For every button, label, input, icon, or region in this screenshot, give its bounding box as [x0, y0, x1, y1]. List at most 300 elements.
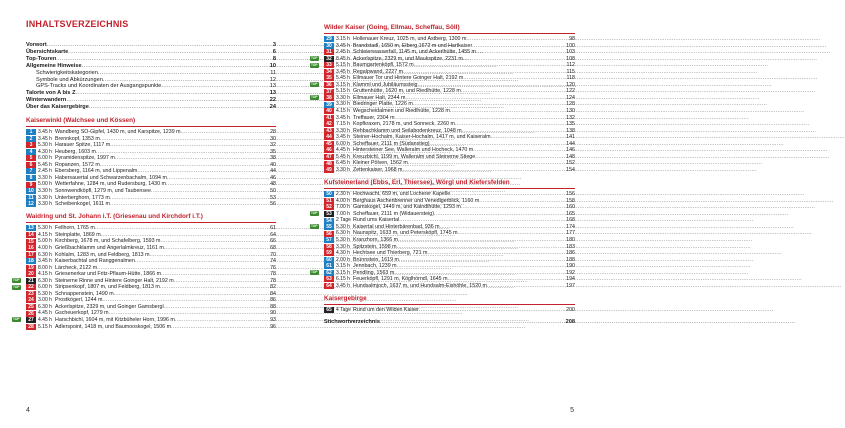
tour-page: 115 [566, 68, 575, 75]
tour-number-badge: 9 [26, 182, 36, 188]
tour-number-badge: 2 [26, 136, 36, 142]
leader-dots [100, 136, 269, 142]
tour-page: 68 [270, 244, 276, 251]
toc-entry-title: Talorte von A bis Z [26, 90, 76, 97]
leader-dots [413, 101, 565, 107]
tour-entry[interactable] [26, 271, 276, 277]
tour-entry[interactable] [324, 69, 575, 75]
top-tour-badge: TOP [13, 317, 20, 322]
tour-duration: 6.30 h [38, 277, 52, 284]
tour-entry[interactable] [324, 237, 575, 243]
leader-dots [160, 238, 269, 244]
toc-entry[interactable] [26, 70, 276, 77]
leader-dots [66, 97, 268, 104]
toc-entry-title: GPS-Tracks und Koordinaten der Ausgangspunkte [36, 83, 162, 90]
tour-entry[interactable] [324, 75, 575, 81]
tour-name: Schleierwasserfall, 1145 m, und Ackerlhütte, 1455 m [353, 49, 476, 56]
tour-name: Lärcheck, 2122 m [55, 264, 98, 271]
region-heading [324, 24, 575, 34]
leader-dots [490, 134, 565, 140]
tour-name: Feuerköpfl, 1291 m, Köglhörndl, 1645 m [353, 276, 448, 283]
tour-entry[interactable] [13, 316, 276, 324]
tour-name: Stripsenkopf, 1807 m, und Feldberg, 1813 m [55, 284, 160, 291]
leader-dots [95, 225, 269, 231]
tour-entry[interactable] [324, 283, 575, 289]
top-tour-badge: TOP [311, 56, 318, 61]
tour-duration: 2.30 h [336, 191, 350, 198]
leader-dots [427, 250, 565, 256]
tour-entry[interactable] [311, 81, 575, 88]
index-entry[interactable] [324, 319, 575, 326]
tour-duration: 6.00 h [38, 284, 52, 291]
tour-entry[interactable] [324, 154, 575, 160]
tour-page: 38 [270, 155, 276, 162]
tour-number-badge: 23 [26, 291, 36, 297]
tour-entry[interactable] [324, 128, 575, 134]
tour-entry[interactable] [311, 269, 575, 276]
tour-duration: 3.00 h [38, 297, 52, 304]
tour-entry[interactable] [13, 284, 276, 291]
tour-entry[interactable] [324, 134, 575, 140]
top-tour-badge: TOP [311, 224, 318, 229]
tour-page: 128 [566, 101, 575, 108]
tour-duration: 2.45 h [336, 49, 350, 56]
tour-page: 40 [270, 161, 276, 168]
tour-number-badge: 40 [324, 108, 334, 114]
tour-entry[interactable] [26, 258, 276, 264]
region-heading [324, 179, 575, 189]
tour-page: 93 [270, 316, 276, 323]
tour-entry[interactable] [324, 160, 575, 166]
tour-number-badge: 46 [324, 147, 334, 153]
tour-duration: 5.30 h [336, 223, 350, 230]
tour-entry[interactable] [26, 195, 276, 201]
tour-duration: 5.15 h [38, 323, 52, 330]
tour-name: Kreuzbichl, 1199 m, Walleralm und Steinerne Stiege [353, 153, 476, 160]
tour-page: 96 [270, 323, 276, 330]
region-heading-text: Waidring und St. Johann i.T. (Griesenau und Kirchdorf i.T.) [26, 213, 276, 223]
tour-number-badge: 59 [324, 250, 334, 256]
leader-dots [394, 270, 565, 276]
index-label: Stichwortverzeichnis [324, 319, 380, 326]
tour-number-badge: 18 [26, 258, 36, 264]
tour-entry[interactable] [324, 108, 575, 114]
tour-number-badge: 57 [324, 237, 334, 243]
tour-entry[interactable] [26, 310, 276, 316]
tour-number-badge: 11 [26, 195, 36, 201]
tour-duration: 6.00 h [336, 140, 350, 147]
tour-entry[interactable] [324, 141, 575, 147]
tour-name: Brennkopf, 1353 m [55, 135, 100, 142]
tour-name: Ackerlspitze, 2329 m, und Goinger Gamsbergl [55, 303, 164, 310]
toc-entry-page: 13 [269, 90, 276, 97]
leader-dots [380, 319, 565, 326]
region-heading-text: Wilder Kaiser (Going, Ellmau, Scheffau, Söll) [324, 24, 575, 34]
tour-entry[interactable] [324, 121, 575, 127]
tour-name: Kopfkraxen, 2178 m, und Sonneck, 2260 m [353, 121, 455, 128]
tour-page: 135 [566, 121, 575, 128]
tour-entry[interactable] [324, 204, 575, 210]
toc-entry-page: 6 [272, 48, 276, 55]
tour-entry[interactable] [26, 304, 276, 310]
tour-number-badge: 38 [324, 95, 334, 101]
tour-duration: 5.00 h [38, 238, 52, 245]
tour-entry[interactable] [324, 101, 575, 107]
tour-name: Kaiserbachtal und Ranggenalmen [55, 258, 135, 265]
tour-name: Gamskogel, 1449 m, und Kaindlhütte, 1293 m [353, 204, 461, 211]
tour-entry[interactable] [324, 217, 575, 223]
tour-page: 120 [566, 81, 575, 88]
tour-duration: 4.45 h [336, 147, 350, 154]
tour-number-badge: 4 [26, 149, 36, 155]
tour-page: 192 [566, 269, 575, 276]
tour-page: 190 [566, 263, 575, 270]
tour-list [26, 129, 276, 207]
tour-entry[interactable] [324, 307, 575, 313]
top-tour-badge: TOP [311, 95, 318, 100]
tour-page: 98 [569, 36, 575, 42]
tour-duration: 2.00 h [336, 256, 350, 263]
tour-number-badge: 6 [26, 162, 36, 168]
tour-name: Kirchberg, 1678 m, und Schafelberg, 1593 m [55, 238, 161, 245]
tour-name: Spitzstein, 1598 m [353, 243, 397, 250]
tour-name: Regalpwand, 2227 m [353, 68, 404, 75]
leader-dots [110, 195, 269, 201]
tour-page: 180 [566, 237, 575, 244]
tour-number-badge: 5 [26, 155, 36, 161]
tour-page: 158 [566, 197, 575, 204]
tour-entry[interactable] [26, 245, 276, 251]
tour-name: Ropanzen, 1572 m [55, 161, 100, 168]
tour-page: 84 [270, 290, 276, 297]
tour-entry[interactable] [324, 115, 575, 121]
tour-number-badge: 43 [324, 128, 334, 134]
tour-entry[interactable] [26, 265, 276, 271]
toc-entry-page: 12 [269, 76, 276, 83]
tour-duration: 5.30 h [38, 142, 52, 149]
tour-name: Jennbach, 1239 m [353, 263, 397, 270]
tour-number-badge: 29 [324, 36, 334, 42]
leader-dots [402, 167, 565, 173]
tour-entry[interactable] [26, 291, 276, 297]
tour-page: 70 [270, 251, 276, 258]
tour-entry[interactable] [324, 191, 575, 197]
tour-entry[interactable] [311, 223, 575, 231]
tour-name: Wandberg SO-Gipfel, 1430 m, und Karspitze, 1239 m [55, 129, 181, 136]
tour-page: 138 [566, 127, 575, 134]
tour-name: Treffauer, 2304 m [353, 114, 395, 121]
tour-number-badge: 8 [26, 175, 36, 181]
leader-dots [82, 63, 269, 70]
tour-entry[interactable] [26, 188, 276, 194]
toc-entry[interactable] [26, 63, 276, 70]
tour-entry[interactable] [324, 257, 575, 263]
leader-dots [103, 77, 269, 84]
tour-entry[interactable] [324, 36, 575, 42]
tour-name: Prostkögerl, 1244 m [55, 297, 103, 304]
tour-entry[interactable] [26, 175, 276, 181]
tour-page: 50 [270, 187, 276, 194]
leader-dots [399, 217, 565, 223]
tour-number-badge: 1 [26, 129, 36, 135]
tour-number-badge: 63 [324, 276, 334, 282]
tour-duration: 4.45 h [38, 310, 52, 317]
tour-duration: 8.00 h [38, 264, 52, 271]
tour-page: 183 [566, 243, 575, 250]
tour-number-badge: 62 [324, 270, 334, 276]
tour-entry[interactable] [26, 136, 276, 142]
tour-entry[interactable] [324, 276, 575, 282]
left-page [0, 0, 300, 428]
tour-entry[interactable] [26, 201, 276, 207]
tour-entry[interactable] [311, 55, 575, 62]
tour-page: 124 [566, 94, 575, 101]
leader-dots [98, 70, 269, 77]
leader-dots [476, 49, 565, 55]
tour-number-badge: 61 [324, 263, 334, 269]
toc-entry-title: Allgemeine Hinweise [26, 62, 82, 69]
leader-dots [174, 278, 269, 284]
toc-entry[interactable] [26, 104, 276, 111]
tour-entry[interactable] [26, 238, 276, 244]
tour-number-badge: 39 [324, 102, 334, 108]
tour-entry[interactable] [26, 129, 276, 135]
leader-dots [160, 284, 269, 290]
leader-dots [466, 36, 568, 42]
toc-entry[interactable] [26, 49, 276, 56]
tour-name: Sonnwendköpfl, 1279 m, und Taubensee [55, 187, 151, 194]
tour-page: 44 [270, 168, 276, 175]
tour-name: Fellhorn, 1765 m [55, 225, 95, 232]
tour-number-badge: 30 [324, 43, 334, 49]
tour-entry[interactable] [26, 252, 276, 258]
toc-general [26, 42, 276, 111]
leader-dots [463, 75, 565, 81]
page-number-right: 5 [570, 407, 574, 414]
tour-duration: 5.30 h [336, 237, 350, 244]
leader-dots [434, 211, 565, 217]
tour-entry[interactable] [324, 250, 575, 256]
region-heading-text: Kaiserwinkl (Walchsee und Kössen) [26, 117, 276, 127]
tour-page: 64 [270, 231, 276, 238]
leader-dots [405, 95, 565, 101]
toc-entry-page: 10 [269, 62, 276, 69]
tour-duration: 5.15 h [336, 62, 350, 69]
tour-name: Harauer Spitze, 1117 m [55, 142, 111, 149]
toc-entry[interactable] [26, 83, 276, 90]
tour-page: 152 [566, 160, 575, 167]
leader-dots [96, 149, 269, 155]
tour-name: Kranzhorn, 1366 m [353, 237, 399, 244]
tour-name: Ellmauer Halt, 2344 m [353, 94, 406, 101]
tour-number-badge: 3 [26, 142, 36, 148]
tour-duration: 6.30 h [38, 251, 52, 258]
tour-page: 174 [566, 223, 575, 230]
tour-duration: 3.45 h [336, 114, 350, 121]
toc-entry[interactable] [26, 42, 276, 49]
leader-dots [430, 141, 566, 147]
tour-page: 103 [566, 49, 575, 56]
tour-list [13, 225, 276, 330]
leader-dots [101, 232, 269, 238]
tour-number-badge: 34 [324, 69, 334, 75]
tour-entry[interactable] [26, 297, 276, 303]
tour-page: 56 [270, 201, 276, 208]
tour-entry[interactable] [26, 225, 276, 231]
tour-entry[interactable] [324, 244, 575, 250]
leader-dots [109, 310, 270, 316]
page-title: INHALTSVERZEICHNIS [26, 19, 129, 29]
toc-entry-title: Schwierigkeitskategorien [36, 69, 98, 76]
toc-entry[interactable] [26, 77, 276, 84]
tour-page: 118 [566, 75, 575, 82]
tour-duration: 5.30 h [38, 290, 52, 297]
tour-page: 90 [270, 310, 276, 317]
toc-entry-page: 13 [269, 83, 276, 90]
tour-page: 28 [270, 129, 276, 136]
leader-dots [475, 154, 565, 160]
tour-name: Gruttenhütte, 1620 m, und Riedlhütte, 1228 m [353, 88, 461, 95]
toc-entry-title: Winterwandern [26, 97, 67, 104]
tour-entry[interactable] [324, 167, 575, 173]
tour-number-badge: 10 [26, 188, 36, 194]
tour-duration: 8.45 h [336, 55, 350, 62]
leader-dots [461, 204, 565, 210]
toc-entry-title: Top-Touren [26, 55, 57, 62]
tour-duration: 7.00 h [336, 210, 350, 217]
toc-entry[interactable] [26, 90, 276, 97]
left-sections [13, 117, 276, 330]
toc-entry[interactable] [26, 56, 276, 63]
right-column [311, 18, 575, 326]
tour-entry[interactable] [26, 232, 276, 238]
leader-dots [110, 201, 269, 207]
tour-name: Steinerne Rinne und Hintere Goinger Halt, 2192 m [55, 277, 174, 284]
tour-page: 108 [566, 55, 575, 62]
leader-dots [68, 49, 272, 56]
tour-number-badge: 53 [324, 211, 334, 217]
tour-number-badge: 16 [26, 245, 36, 251]
leader-dots [181, 129, 270, 135]
toc-entry-title: Über das Kaisergebirge [26, 104, 89, 111]
leader-dots [408, 160, 565, 166]
tour-name: Pendling, 1563 m [353, 269, 395, 276]
tour-entry[interactable] [324, 263, 575, 269]
tour-duration: 3.30 h [336, 243, 350, 250]
tour-entry[interactable] [26, 162, 276, 168]
region-heading [26, 117, 276, 127]
tour-number-badge: 60 [324, 257, 334, 263]
tour-page: 88 [270, 303, 276, 310]
tour-entry[interactable] [26, 324, 276, 330]
tour-name: Berghaus Aschenbrenner und Venedigerblick, 1160 m [353, 197, 480, 204]
tour-page: 154 [566, 166, 575, 173]
tour-entry[interactable] [13, 277, 276, 284]
tour-entry[interactable] [324, 43, 575, 49]
tour-duration: 3.30 h [38, 174, 52, 181]
tour-duration: 5.15 h [336, 88, 350, 95]
tour-name: Rehbachklamm und Seilabodenkreuz, 1048 m [353, 127, 462, 134]
top-tour-badge: TOP [311, 82, 318, 87]
tour-entry[interactable] [324, 230, 575, 236]
tour-duration: 6.30 h [336, 230, 350, 237]
tour-name: Naunspitz, 1633 m, und Petersköpfl, 1745 m [353, 230, 458, 237]
tour-entry[interactable] [26, 181, 276, 187]
tour-page: 30 [270, 135, 276, 142]
tour-page: 188 [566, 256, 575, 263]
tour-entry[interactable] [311, 210, 575, 217]
tour-name: Griesenerkar und Fritz-Pflaum-Hütte, 1866 m [55, 271, 161, 278]
tour-number-badge: 12 [26, 201, 36, 207]
tour-list [311, 36, 575, 174]
tour-page: 132 [566, 114, 575, 121]
tour-duration: 3.45 h [336, 42, 350, 49]
leader-dots [450, 108, 565, 114]
tour-entry[interactable] [26, 149, 276, 155]
tour-duration: 3.45 h [38, 258, 52, 265]
tour-entry[interactable] [26, 168, 276, 174]
tour-name: Wetterfahne, 1284 m, und Rudersburg, 1430 m [55, 181, 166, 188]
tour-duration: 3.45 h [38, 135, 52, 142]
leader-dots [89, 104, 269, 111]
tour-page: 156 [566, 191, 575, 198]
tour-name: Pyramidenspitze, 1997 m [55, 155, 115, 162]
leader-dots [167, 175, 269, 181]
tour-name: Hintersteiner See, Walleralm und Hocheck, 1470 m [353, 147, 474, 154]
leader-dots [171, 324, 269, 330]
tour-duration: 3.30 h [336, 101, 350, 108]
tour-entry[interactable] [311, 94, 575, 102]
tour-entry[interactable] [26, 142, 276, 148]
tour-entry[interactable] [324, 147, 575, 153]
tour-number-badge: 42 [324, 121, 334, 127]
tour-name: Heuberg, 1603 m [55, 148, 96, 155]
tour-name: Hollenauer Kreuz, 1025 m, und Astberg, 1300 m [353, 36, 467, 42]
tour-entry[interactable] [324, 49, 575, 55]
right-sections [311, 24, 575, 314]
tour-page: 100 [566, 42, 575, 49]
toc-entry-title: Symbole und Abkürzungen [36, 76, 103, 83]
tour-duration: 3.15 h [336, 269, 350, 276]
tour-page: 194 [566, 276, 575, 283]
tour-name: Scheibenkogel, 1611 m [55, 201, 110, 208]
leader-dots [403, 69, 565, 75]
tour-number-badge: 19 [26, 265, 36, 271]
leader-dots [395, 115, 566, 121]
tour-page: 186 [566, 250, 575, 257]
tour-entry[interactable] [311, 62, 575, 69]
tour-number-badge: 37 [324, 89, 334, 95]
tour-name: Habersauertal und Schwarzenbachalm, 1094 m [55, 174, 167, 181]
tour-entry[interactable] [324, 88, 575, 94]
tour-entry[interactable] [26, 155, 276, 161]
tour-page: 197 [566, 282, 575, 289]
tour-entry[interactable] [324, 198, 575, 204]
tour-duration: 2.45 h [38, 168, 52, 175]
tour-number-badge: 21 [26, 278, 36, 284]
tour-name: Harschbichl, 1604 m, mit Kitzbüheler Horn, 1996 m [55, 316, 175, 323]
tour-duration: 4 Tage [336, 307, 351, 314]
tour-page: 76 [270, 264, 276, 271]
tour-duration: 3.15 h [336, 36, 350, 42]
tour-name: Scheffauer, 2111 m (Südanstieg) [353, 140, 430, 147]
region-heading-text: Kufsteinerland (Ebbs, Erl, Thiersee), Wörgl und Kiefersfelden [324, 179, 575, 189]
leader-dots [397, 263, 566, 269]
tour-name: Gscheuerkopf, 1279 m [55, 310, 109, 317]
leader-dots [399, 257, 565, 263]
tour-number-badge: 58 [324, 244, 334, 250]
tour-number-badge: 41 [324, 115, 334, 121]
